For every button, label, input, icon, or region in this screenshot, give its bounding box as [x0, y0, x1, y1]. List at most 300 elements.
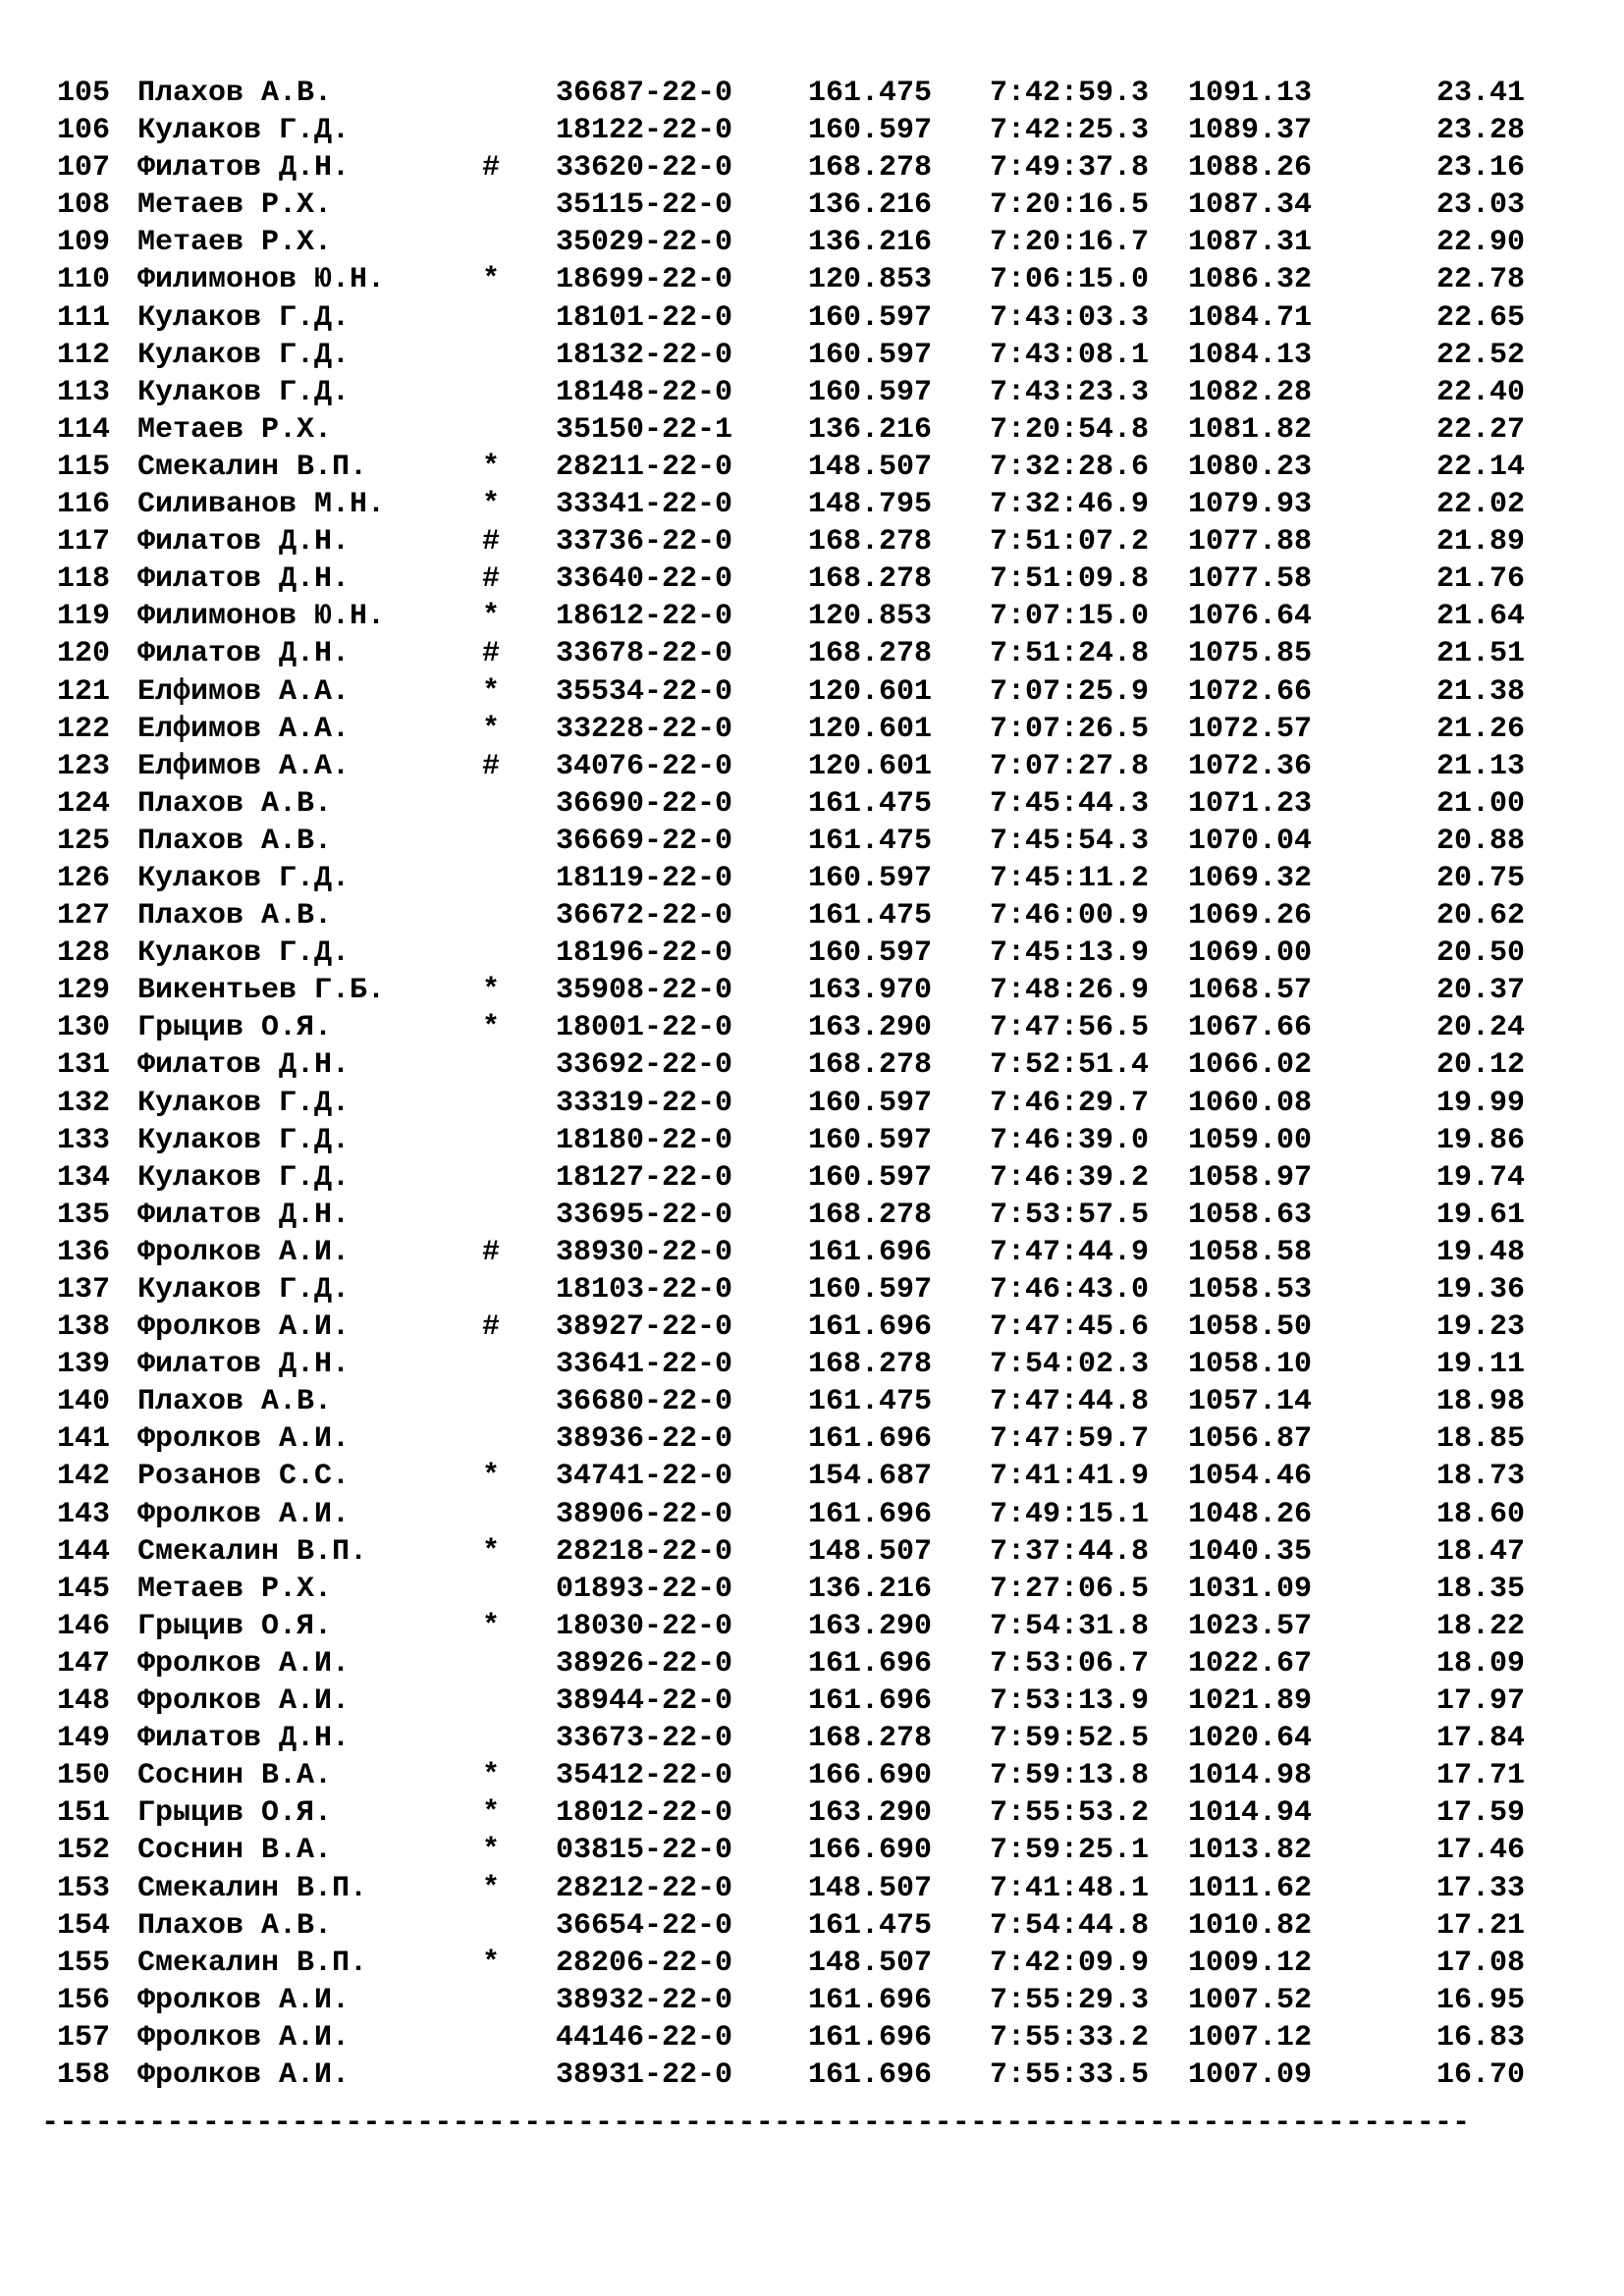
- result-mark: *: [481, 1796, 500, 1831]
- result-time: 7:47:44.9: [990, 1235, 1150, 1269]
- result-distance: 136.216: [808, 188, 933, 223]
- result-ring: 44146-22-0: [556, 2020, 733, 2055]
- result-speed: 1075.85: [1188, 637, 1313, 671]
- result-time: 7:55:53.2: [990, 1796, 1150, 1831]
- result-time: 7:59:52.5: [990, 1722, 1150, 1756]
- result-name: Елфимов А.А.: [137, 712, 351, 746]
- result-ring: 38944-22-0: [556, 1684, 733, 1719]
- result-time: 7:49:37.8: [990, 151, 1150, 186]
- result-speed: 1048.26: [1188, 1497, 1313, 1531]
- result-place: 113: [57, 375, 111, 409]
- result-ring: 18148-22-0: [556, 375, 733, 409]
- result-name: Фролков А.И.: [137, 1422, 351, 1457]
- result-speed: 1007.52: [1188, 1983, 1313, 2017]
- result-name: Метаев Р.Х.: [137, 1572, 333, 1606]
- result-speed: 1071.23: [1188, 786, 1313, 821]
- result-place: 130: [57, 1011, 111, 1045]
- result-coef: 19.99: [1435, 1086, 1525, 1120]
- result-place: 110: [57, 263, 111, 297]
- result-place: 156: [57, 1983, 111, 2017]
- result-distance: 168.278: [808, 637, 933, 671]
- result-place: 121: [57, 674, 111, 709]
- result-speed: 1057.14: [1188, 1385, 1313, 1419]
- result-distance: 120.601: [808, 749, 933, 783]
- result-speed: 1072.36: [1188, 749, 1313, 783]
- result-ring: 35115-22-0: [556, 188, 733, 223]
- result-ring: 18101-22-0: [556, 300, 733, 335]
- result-speed: 1080.23: [1188, 450, 1313, 484]
- result-speed: 1058.50: [1188, 1310, 1313, 1345]
- result-speed: 1081.82: [1188, 412, 1313, 447]
- result-time: 7:47:56.5: [990, 1011, 1150, 1045]
- result-time: 7:59:25.1: [990, 1834, 1150, 1868]
- result-time: 7:46:00.9: [990, 899, 1150, 934]
- result-speed: 1022.67: [1188, 1646, 1313, 1681]
- result-ring: 18132-22-0: [556, 338, 733, 372]
- result-speed: 1011.62: [1188, 1871, 1313, 1905]
- separator-line: --------------------------------------------------------------------------------: [41, 2107, 1471, 2140]
- result-coef: 17.46: [1435, 1834, 1525, 1868]
- result-ring: 38906-22-0: [556, 1497, 733, 1531]
- result-place: 138: [57, 1310, 111, 1345]
- result-ring: 38932-22-0: [556, 1983, 733, 2017]
- result-time: 7:45:44.3: [990, 786, 1150, 821]
- result-place: 132: [57, 1086, 111, 1120]
- result-coef: 19.23: [1435, 1310, 1525, 1345]
- result-speed: 1021.89: [1188, 1684, 1313, 1719]
- result-distance: 160.597: [808, 936, 933, 971]
- result-speed: 1069.26: [1188, 899, 1313, 934]
- result-mark: *: [481, 488, 500, 522]
- result-ring: 33341-22-0: [556, 488, 733, 522]
- result-coef: 20.12: [1435, 1048, 1525, 1083]
- result-place: 141: [57, 1422, 111, 1457]
- result-distance: 148.507: [808, 450, 933, 484]
- result-distance: 161.696: [808, 1684, 933, 1719]
- result-place: 147: [57, 1646, 111, 1681]
- result-distance: 148.795: [808, 488, 933, 522]
- result-ring: 33695-22-0: [556, 1198, 733, 1232]
- result-time: 7:54:31.8: [990, 1609, 1150, 1643]
- result-name: Кулаков Г.Д.: [137, 1273, 351, 1307]
- result-place: 124: [57, 786, 111, 821]
- result-distance: 166.690: [808, 1834, 933, 1868]
- result-ring: 33678-22-0: [556, 637, 733, 671]
- result-name: Филатов Д.Н.: [137, 562, 351, 597]
- result-speed: 1088.26: [1188, 151, 1313, 186]
- result-speed: 1072.57: [1188, 712, 1313, 746]
- result-name: Фролков А.И.: [137, 2020, 351, 2055]
- result-mark: #: [481, 562, 500, 597]
- result-name: Силиванов М.Н.: [137, 488, 386, 522]
- result-place: 107: [57, 151, 111, 186]
- result-name: Филимонов Ю.Н.: [137, 263, 386, 297]
- result-time: 7:43:03.3: [990, 300, 1150, 335]
- result-coef: 23.41: [1435, 77, 1525, 110]
- result-place: 115: [57, 450, 111, 484]
- result-distance: 161.475: [808, 1385, 933, 1419]
- result-place: 146: [57, 1609, 111, 1643]
- result-time: 7:51:09.8: [990, 562, 1150, 597]
- result-speed: 1007.12: [1188, 2020, 1313, 2055]
- result-ring: 35412-22-0: [556, 1759, 733, 1793]
- result-place: 140: [57, 1385, 111, 1419]
- result-time: 7:45:54.3: [990, 824, 1150, 858]
- result-speed: 1089.37: [1188, 114, 1313, 148]
- result-ring: 33673-22-0: [556, 1722, 733, 1756]
- result-ring: 36690-22-0: [556, 786, 733, 821]
- result-distance: 161.475: [808, 1908, 933, 1943]
- result-name: Филатов Д.Н.: [137, 525, 351, 560]
- result-speed: 1040.35: [1188, 1534, 1313, 1569]
- result-coef: 21.13: [1435, 749, 1525, 783]
- result-time: 7:53:13.9: [990, 1684, 1150, 1719]
- result-coef: 19.61: [1435, 1198, 1525, 1232]
- result-ring: 35150-22-1: [556, 412, 733, 447]
- result-speed: 1067.66: [1188, 1011, 1313, 1045]
- result-mark: *: [481, 1609, 500, 1643]
- result-place: 131: [57, 1048, 111, 1083]
- result-time: 7:37:44.8: [990, 1534, 1150, 1569]
- result-distance: 160.597: [808, 1123, 933, 1157]
- result-mark: #: [481, 1310, 500, 1345]
- result-time: 7:46:39.0: [990, 1123, 1150, 1157]
- result-ring: 18119-22-0: [556, 861, 733, 895]
- result-place: 148: [57, 1684, 111, 1719]
- result-speed: 1031.09: [1188, 1572, 1313, 1606]
- result-ring: 03815-22-0: [556, 1834, 733, 1868]
- result-name: Кулаков Г.Д.: [137, 936, 351, 971]
- result-name: Кулаков Г.Д.: [137, 1123, 351, 1157]
- result-distance: 163.970: [808, 974, 933, 1008]
- result-ring: 18030-22-0: [556, 1609, 733, 1643]
- result-name: Метаев Р.Х.: [137, 412, 333, 447]
- result-distance: 136.216: [808, 412, 933, 447]
- result-name: Фролков А.И.: [137, 1983, 351, 2017]
- result-mark: *: [481, 450, 500, 484]
- result-mark: *: [481, 1871, 500, 1905]
- result-name: Смекалин В.П.: [137, 1534, 368, 1569]
- result-distance: 160.597: [808, 1273, 933, 1307]
- result-name: Кулаков Г.Д.: [137, 1086, 351, 1120]
- result-time: 7:49:15.1: [990, 1497, 1150, 1531]
- result-name: Елфимов А.А.: [137, 749, 351, 783]
- result-distance: 160.597: [808, 861, 933, 895]
- result-coef: 19.86: [1435, 1123, 1525, 1157]
- result-distance: 168.278: [808, 1348, 933, 1382]
- result-time: 7:53:57.5: [990, 1198, 1150, 1232]
- result-distance: 161.475: [808, 786, 933, 821]
- result-distance: 161.696: [808, 2020, 933, 2055]
- result-place: 157: [57, 2020, 111, 2055]
- result-mark: *: [481, 1011, 500, 1045]
- result-speed: 1079.93: [1188, 488, 1313, 522]
- result-time: 7:32:46.9: [990, 488, 1150, 522]
- result-speed: 1058.10: [1188, 1348, 1313, 1382]
- result-coef: 22.78: [1435, 263, 1525, 297]
- result-speed: 1084.13: [1188, 338, 1313, 372]
- result-time: 7:55:29.3: [990, 1983, 1150, 2017]
- result-time: 7:48:26.9: [990, 974, 1150, 1008]
- result-coef: 18.09: [1435, 1646, 1525, 1681]
- result-coef: 23.28: [1435, 114, 1525, 148]
- result-coef: 18.47: [1435, 1534, 1525, 1569]
- result-time: 7:32:28.6: [990, 450, 1150, 484]
- result-distance: 161.696: [808, 1310, 933, 1345]
- result-distance: 160.597: [808, 375, 933, 409]
- result-coef: 20.24: [1435, 1011, 1525, 1045]
- result-speed: 1069.00: [1188, 936, 1313, 971]
- result-distance: 168.278: [808, 562, 933, 597]
- result-place: 152: [57, 1834, 111, 1868]
- result-place: 150: [57, 1759, 111, 1793]
- result-coef: 21.76: [1435, 562, 1525, 597]
- result-speed: 1060.08: [1188, 1086, 1313, 1120]
- result-speed: 1077.88: [1188, 525, 1313, 560]
- result-time: 7:51:24.8: [990, 637, 1150, 671]
- result-ring: 33228-22-0: [556, 712, 733, 746]
- result-distance: 166.690: [808, 1759, 933, 1793]
- result-ring: 18699-22-0: [556, 263, 733, 297]
- result-coef: 20.88: [1435, 824, 1525, 858]
- result-place: 151: [57, 1796, 111, 1831]
- result-distance: 120.853: [808, 600, 933, 634]
- result-distance: 160.597: [808, 1086, 933, 1120]
- result-name: Плахов А.В.: [137, 824, 333, 858]
- result-name: Плахов А.В.: [137, 786, 333, 821]
- result-speed: 1020.64: [1188, 1722, 1313, 1756]
- result-name: Смекалин В.П.: [137, 1946, 368, 1980]
- result-ring: 28211-22-0: [556, 450, 733, 484]
- result-place: 137: [57, 1273, 111, 1307]
- result-speed: 1007.09: [1188, 2057, 1313, 2092]
- result-distance: 161.696: [808, 1422, 933, 1457]
- result-mark: #: [481, 151, 500, 186]
- result-speed: 1087.34: [1188, 188, 1313, 223]
- result-place: 136: [57, 1235, 111, 1269]
- result-time: 7:20:16.5: [990, 188, 1150, 223]
- result-name: Фролков А.И.: [137, 1235, 351, 1269]
- result-time: 7:42:59.3: [990, 77, 1150, 110]
- result-speed: 1023.57: [1188, 1609, 1313, 1643]
- result-ring: 18012-22-0: [556, 1796, 733, 1831]
- result-ring: 35029-22-0: [556, 226, 733, 260]
- result-coef: 17.59: [1435, 1796, 1525, 1831]
- result-coef: 22.40: [1435, 375, 1525, 409]
- result-ring: 33319-22-0: [556, 1086, 733, 1120]
- result-place: 111: [57, 300, 111, 335]
- result-coef: 18.35: [1435, 1572, 1525, 1606]
- result-ring: 38930-22-0: [556, 1235, 733, 1269]
- result-place: 105: [57, 77, 111, 110]
- result-distance: 148.507: [808, 1946, 933, 1980]
- result-time: 7:55:33.2: [990, 2020, 1150, 2055]
- result-time: 7:51:07.2: [990, 525, 1150, 560]
- result-time: 7:52:51.4: [990, 1048, 1150, 1083]
- result-mark: *: [481, 1946, 500, 1980]
- result-distance: 161.696: [808, 2057, 933, 2092]
- result-speed: 1010.82: [1188, 1908, 1313, 1943]
- result-name: Плахов А.В.: [137, 899, 333, 934]
- result-distance: 161.475: [808, 824, 933, 858]
- result-time: 7:41:41.9: [990, 1460, 1150, 1494]
- result-distance: 154.687: [808, 1460, 933, 1494]
- result-place: 155: [57, 1946, 111, 1980]
- result-distance: 161.696: [808, 1497, 933, 1531]
- result-ring: 33620-22-0: [556, 151, 733, 186]
- result-speed: 1066.02: [1188, 1048, 1313, 1083]
- result-distance: 148.507: [808, 1534, 933, 1569]
- result-speed: 1069.32: [1188, 861, 1313, 895]
- result-place: 154: [57, 1908, 111, 1943]
- result-ring: 36687-22-0: [556, 77, 733, 110]
- result-place: 133: [57, 1123, 111, 1157]
- result-distance: 168.278: [808, 1198, 933, 1232]
- result-name: Метаев Р.Х.: [137, 188, 333, 223]
- result-time: 7:07:27.8: [990, 749, 1150, 783]
- result-place: 129: [57, 974, 111, 1008]
- result-coef: 22.14: [1435, 450, 1525, 484]
- result-mark: *: [481, 1834, 500, 1868]
- result-speed: 1076.64: [1188, 600, 1313, 634]
- result-place: 149: [57, 1722, 111, 1756]
- result-name: Фролков А.И.: [137, 1310, 351, 1345]
- result-time: 7:06:15.0: [990, 263, 1150, 297]
- result-distance: 120.601: [808, 712, 933, 746]
- result-time: 7:20:16.7: [990, 226, 1150, 260]
- result-ring: 18001-22-0: [556, 1011, 733, 1045]
- result-time: 7:59:13.8: [990, 1759, 1150, 1793]
- result-name: Розанов С.С.: [137, 1460, 351, 1494]
- result-ring: 18122-22-0: [556, 114, 733, 148]
- result-ring: 35908-22-0: [556, 974, 733, 1008]
- result-coef: 18.60: [1435, 1497, 1525, 1531]
- result-ring: 33641-22-0: [556, 1348, 733, 1382]
- result-distance: 160.597: [808, 338, 933, 372]
- result-place: 134: [57, 1160, 111, 1195]
- result-mark: *: [481, 974, 500, 1008]
- result-speed: 1056.87: [1188, 1422, 1313, 1457]
- result-distance: 163.290: [808, 1011, 933, 1045]
- result-ring: 36672-22-0: [556, 899, 733, 934]
- result-place: 117: [57, 525, 111, 560]
- result-time: 7:07:15.0: [990, 600, 1150, 634]
- result-place: 116: [57, 488, 111, 522]
- result-ring: 36680-22-0: [556, 1385, 733, 1419]
- result-distance: 168.278: [808, 151, 933, 186]
- result-coef: 22.65: [1435, 300, 1525, 335]
- result-distance: 168.278: [808, 525, 933, 560]
- result-time: 7:46:39.2: [990, 1160, 1150, 1195]
- result-place: 108: [57, 188, 111, 223]
- result-coef: 21.00: [1435, 786, 1525, 821]
- result-place: 125: [57, 824, 111, 858]
- result-name: Кулаков Г.Д.: [137, 375, 351, 409]
- result-name: Филимонов Ю.Н.: [137, 600, 386, 634]
- result-name: Фролков А.И.: [137, 1646, 351, 1681]
- result-coef: 16.83: [1435, 2020, 1525, 2055]
- result-coef: 21.51: [1435, 637, 1525, 671]
- result-distance: 160.597: [808, 1160, 933, 1195]
- result-distance: 160.597: [808, 114, 933, 148]
- result-name: Кулаков Г.Д.: [137, 338, 351, 372]
- result-coef: 23.16: [1435, 151, 1525, 186]
- result-ring: 33736-22-0: [556, 525, 733, 560]
- result-distance: 161.475: [808, 899, 933, 934]
- result-name: Грыцив О.Я.: [137, 1609, 333, 1643]
- result-coef: 18.22: [1435, 1609, 1525, 1643]
- result-speed: 1054.46: [1188, 1460, 1313, 1494]
- result-time: 7:41:48.1: [990, 1871, 1150, 1905]
- result-speed: 1058.58: [1188, 1235, 1313, 1269]
- result-speed: 1013.82: [1188, 1834, 1313, 1868]
- result-name: Смекалин В.П.: [137, 1871, 368, 1905]
- result-ring: 18103-22-0: [556, 1273, 733, 1307]
- result-coef: 20.37: [1435, 974, 1525, 1008]
- result-place: 158: [57, 2057, 111, 2092]
- result-mark: #: [481, 1235, 500, 1269]
- result-time: 7:43:23.3: [990, 375, 1150, 409]
- result-mark: *: [481, 674, 500, 709]
- result-time: 7:07:25.9: [990, 674, 1150, 709]
- result-speed: 1091.13: [1188, 77, 1313, 110]
- result-mark: *: [481, 1460, 500, 1494]
- result-coef: 19.36: [1435, 1273, 1525, 1307]
- result-mark: #: [481, 749, 500, 783]
- result-speed: 1059.00: [1188, 1123, 1313, 1157]
- result-name: Филатов Д.Н.: [137, 1722, 351, 1756]
- result-ring: 18127-22-0: [556, 1160, 733, 1195]
- result-place: 144: [57, 1534, 111, 1569]
- result-coef: 17.33: [1435, 1871, 1525, 1905]
- result-distance: 161.696: [808, 1646, 933, 1681]
- result-coef: 17.97: [1435, 1684, 1525, 1719]
- result-speed: 1058.63: [1188, 1198, 1313, 1232]
- result-distance: 168.278: [808, 1722, 933, 1756]
- result-place: 119: [57, 600, 111, 634]
- result-place: 153: [57, 1871, 111, 1905]
- result-distance: 120.601: [808, 674, 933, 709]
- result-coef: 21.38: [1435, 674, 1525, 709]
- result-coef: 22.90: [1435, 226, 1525, 260]
- result-name: Елфимов А.А.: [137, 674, 351, 709]
- result-time: 7:55:33.5: [990, 2057, 1150, 2092]
- result-name: Смекалин В.П.: [137, 450, 368, 484]
- result-ring: 18180-22-0: [556, 1123, 733, 1157]
- result-name: Плахов А.В.: [137, 1908, 333, 1943]
- result-mark: *: [481, 600, 500, 634]
- result-time: 7:07:26.5: [990, 712, 1150, 746]
- result-mark: *: [481, 1759, 500, 1793]
- result-place: 142: [57, 1460, 111, 1494]
- result-distance: 148.507: [808, 1871, 933, 1905]
- result-coef: 20.75: [1435, 861, 1525, 895]
- result-ring: 28212-22-0: [556, 1871, 733, 1905]
- result-speed: 1070.04: [1188, 824, 1313, 858]
- result-coef: 17.84: [1435, 1722, 1525, 1756]
- result-distance: 161.475: [808, 77, 933, 110]
- result-coef: 21.64: [1435, 600, 1525, 634]
- result-time: 7:42:25.3: [990, 114, 1150, 148]
- result-place: 118: [57, 562, 111, 597]
- result-time: 7:46:43.0: [990, 1273, 1150, 1307]
- result-coef: 20.62: [1435, 899, 1525, 934]
- result-name: Фролков А.И.: [137, 1684, 351, 1719]
- result-place: 109: [57, 226, 111, 260]
- result-name: Метаев Р.Х.: [137, 226, 333, 260]
- result-mark: #: [481, 525, 500, 560]
- result-speed: 1068.57: [1188, 974, 1313, 1008]
